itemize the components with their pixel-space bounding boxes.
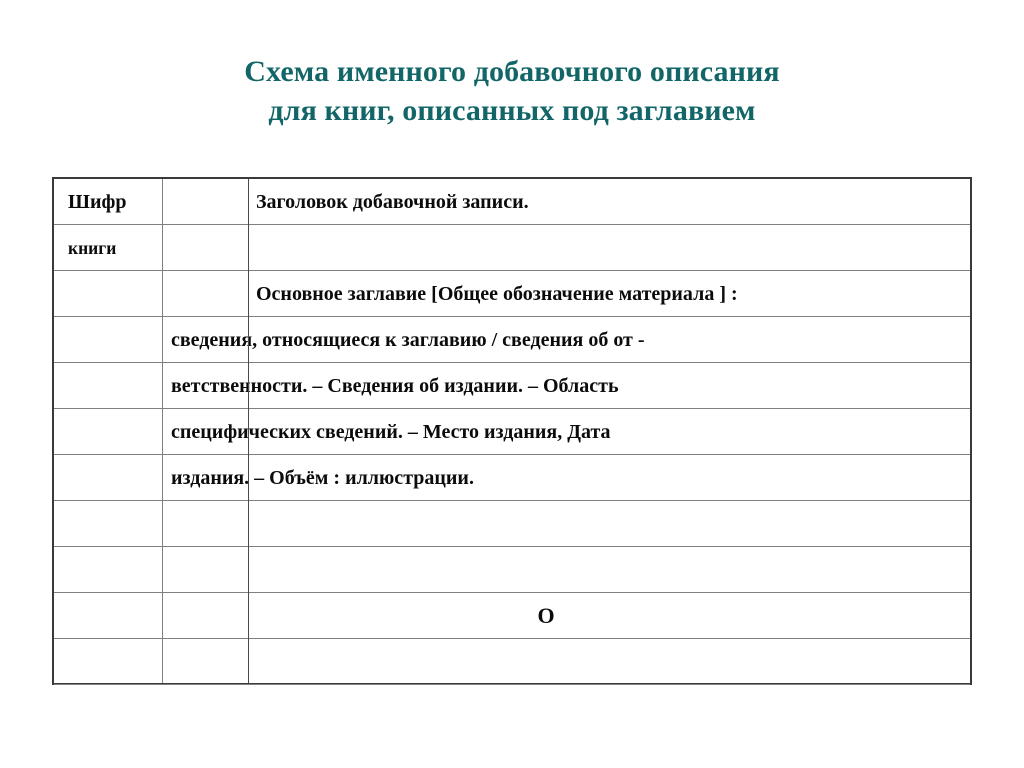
cell-responsibility-line: ветственности. – Сведения об издании. – Область [171,375,619,397]
page-title-line-1: Схема именного добавочного описания [244,55,780,88]
cell-main-title-line: Основное заглавие [Общее обозначение материала ] : [256,283,738,305]
table-row [54,547,970,593]
table-row [54,593,970,639]
cell-title-info-line: сведения, относящиеся к заглавию / сведения об от - [171,329,645,351]
table-row [54,409,970,455]
schema-table [52,177,972,685]
page-title-line-2: для книг, описанных под заглавием [268,94,756,127]
table-row [54,271,970,317]
table-row [54,639,970,685]
cell-shifr-label: Шифр [68,191,127,213]
cell-extent-line: издания. – Объём : иллюстрации. [171,467,474,489]
cell-knigi-label: книги [68,238,117,258]
table-row [54,317,970,363]
cell-heading-of-added-entry: Заголовок добавочной записи. [256,191,529,213]
page-title [0,52,1024,130]
cell-marker-o [54,593,970,639]
cell-specific-info-line: специфических сведений. – Место издания, Дата [171,421,611,443]
table-row [54,455,970,501]
table-row [54,179,970,225]
cell-marker-o-glyph: О [537,603,555,628]
column-rule-1 [162,179,163,683]
column-rule-2 [248,179,249,683]
table-row [54,225,970,271]
table-row [54,501,970,547]
table-row [54,363,970,409]
